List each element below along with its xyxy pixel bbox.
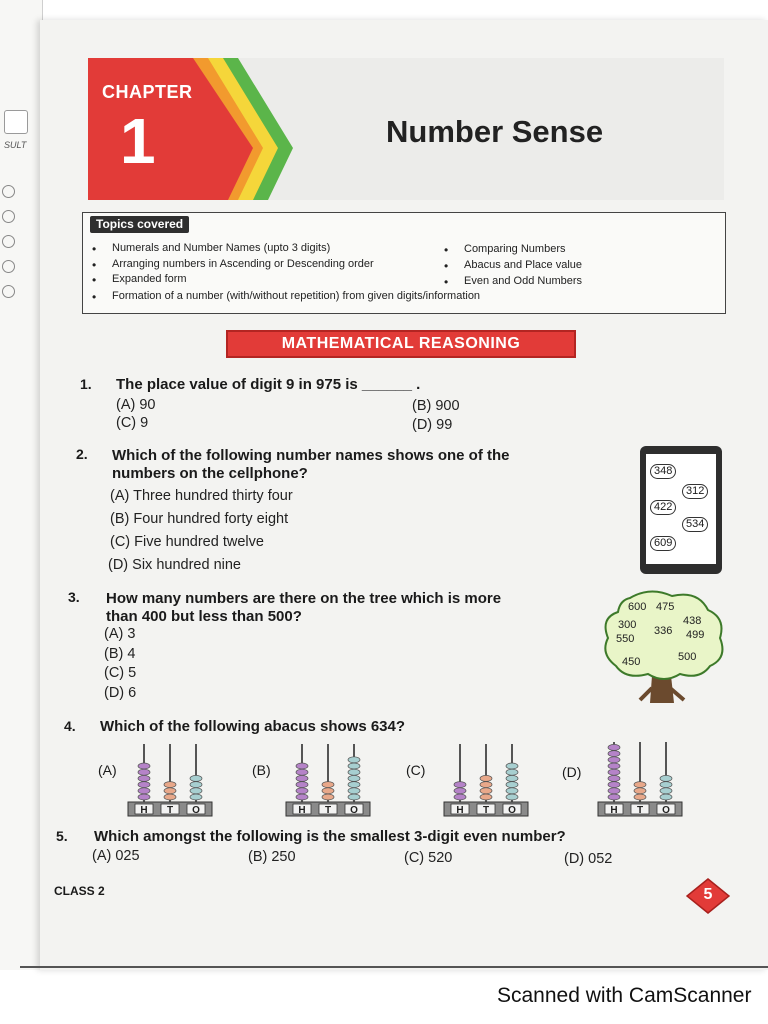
tree-number: 438 bbox=[683, 615, 702, 627]
abacus-bead bbox=[660, 775, 672, 781]
question-text: than 400 but less than 500? bbox=[106, 608, 302, 625]
abacus-rod-label: O bbox=[350, 805, 358, 816]
abacus-bead bbox=[608, 757, 620, 763]
abacus-bead bbox=[608, 794, 620, 800]
abacus-bead bbox=[506, 794, 518, 800]
abacus-bead bbox=[164, 794, 176, 800]
abacus-bead bbox=[660, 782, 672, 788]
option: (A) 025 bbox=[92, 848, 140, 864]
option: (D) 6 bbox=[104, 685, 137, 701]
topic-item: • Numerals and Number Names (upto 3 digits) bbox=[112, 242, 330, 254]
abacus-c bbox=[440, 738, 532, 820]
phone-number: 312 bbox=[682, 484, 708, 499]
page-number: 5 bbox=[703, 886, 713, 903]
question-number: 5. bbox=[56, 828, 68, 844]
abacus-bead bbox=[190, 775, 202, 781]
question-number: 1. bbox=[80, 376, 92, 392]
abacus-bead bbox=[164, 782, 176, 788]
abacus-rod-label: H bbox=[298, 805, 306, 816]
phone-number: 422 bbox=[650, 500, 676, 515]
option: (B) Four hundred forty eight bbox=[110, 511, 289, 527]
abacus-bead bbox=[322, 794, 334, 800]
phone-number: 348 bbox=[650, 464, 676, 479]
question-text: Which amongst the following is the smallest 3-digit even number? bbox=[94, 828, 566, 845]
option: (D) 052 bbox=[564, 851, 613, 867]
tree-number: 475 bbox=[656, 601, 675, 613]
question-text: Which of the following abacus shows 634? bbox=[100, 718, 406, 735]
page-edge-circle bbox=[2, 210, 15, 223]
abacus-bead bbox=[138, 788, 150, 794]
abacus-rod-label: H bbox=[610, 805, 618, 816]
abacus-rod-label: T bbox=[324, 805, 332, 816]
abacus-bead bbox=[296, 763, 308, 769]
abacus-bead bbox=[480, 788, 492, 794]
abacus-bead bbox=[608, 744, 620, 750]
option: (B) bbox=[252, 762, 271, 778]
abacus-bead bbox=[608, 782, 620, 788]
abacus-bead bbox=[480, 794, 492, 800]
abacus-bead bbox=[608, 763, 620, 769]
abacus-bead bbox=[480, 775, 492, 781]
abacus-bead bbox=[296, 788, 308, 794]
page-edge-tab bbox=[4, 110, 28, 134]
question-text: The place value of digit 9 in 975 is ______ . bbox=[116, 376, 421, 393]
abacus-bead bbox=[164, 788, 176, 794]
abacus-bead bbox=[634, 794, 646, 800]
option: (C) bbox=[406, 762, 426, 778]
topics-label: Topics covered bbox=[90, 216, 189, 233]
abacus-bead bbox=[348, 782, 360, 788]
abacus-bead bbox=[506, 775, 518, 781]
abacus-bead bbox=[348, 763, 360, 769]
abacus-rod-label: O bbox=[192, 805, 200, 816]
topic-item: • Even and Odd Numbers bbox=[464, 275, 582, 287]
abacus-bead bbox=[322, 782, 334, 788]
abacus-bead bbox=[190, 788, 202, 794]
abacus-bead bbox=[322, 788, 334, 794]
option: (A) 3 bbox=[104, 626, 136, 642]
option: (B) 250 bbox=[248, 849, 296, 865]
abacus-rod-label: O bbox=[662, 805, 670, 816]
tree-number: 499 bbox=[686, 629, 705, 641]
abacus-bead bbox=[608, 788, 620, 794]
abacus-bead bbox=[348, 769, 360, 775]
abacus-rod-label: T bbox=[636, 805, 644, 816]
option: (D) Six hundred nine bbox=[108, 557, 241, 573]
tree-number: 600 bbox=[628, 601, 647, 613]
abacus-bead bbox=[454, 794, 466, 800]
question-text: Which of the following number names shows one of the bbox=[112, 447, 510, 464]
page-bottom-edge bbox=[20, 966, 768, 968]
abacus-bead bbox=[138, 794, 150, 800]
abacus-bead bbox=[634, 782, 646, 788]
option: (C) 5 bbox=[104, 665, 137, 681]
abacus-bead bbox=[506, 788, 518, 794]
phone-number: 609 bbox=[650, 536, 676, 551]
previous-page-edge bbox=[0, 0, 43, 970]
option: (A) 90 bbox=[116, 397, 156, 413]
abacus-bead bbox=[138, 775, 150, 781]
abacus-bead bbox=[296, 775, 308, 781]
page-edge-circle bbox=[2, 260, 15, 273]
option: (C) 9 bbox=[116, 415, 149, 431]
section-banner: MATHEMATICAL REASONING bbox=[226, 330, 576, 358]
page-edge-circle bbox=[2, 235, 15, 248]
abacus-rod-label: O bbox=[508, 805, 516, 816]
tree-number: 550 bbox=[616, 633, 635, 645]
abacus-bead bbox=[348, 794, 360, 800]
abacus-d bbox=[594, 736, 686, 820]
scanner-watermark: Scanned with CamScanner bbox=[497, 984, 752, 1007]
abacus-bead bbox=[660, 794, 672, 800]
option: (B) 900 bbox=[412, 398, 460, 414]
abacus-a bbox=[124, 738, 216, 820]
abacus-bead bbox=[608, 775, 620, 781]
topic-item: • Formation of a number (with/without repetition) from given digits/information bbox=[112, 290, 480, 302]
question-number: 3. bbox=[68, 589, 80, 605]
abacus-bead bbox=[138, 769, 150, 775]
abacus-bead bbox=[608, 769, 620, 775]
abacus-bead bbox=[506, 763, 518, 769]
abacus-rod-label: T bbox=[166, 805, 174, 816]
abacus-b bbox=[282, 738, 374, 820]
abacus-bead bbox=[506, 782, 518, 788]
abacus-bead bbox=[454, 782, 466, 788]
abacus-bead bbox=[296, 794, 308, 800]
abacus-bead bbox=[480, 782, 492, 788]
abacus-bead bbox=[634, 788, 646, 794]
option: (A) bbox=[98, 762, 117, 778]
topic-item: • Comparing Numbers bbox=[464, 243, 565, 255]
abacus-bead bbox=[296, 769, 308, 775]
topic-item: • Arranging numbers in Ascending or Descending order bbox=[112, 258, 374, 270]
abacus-bead bbox=[138, 763, 150, 769]
page-edge-circle bbox=[2, 185, 15, 198]
tree-number: 336 bbox=[654, 625, 673, 637]
class-label: CLASS 2 bbox=[54, 884, 105, 898]
question-text: How many numbers are there on the tree which is more bbox=[106, 590, 502, 607]
option: (D) 99 bbox=[412, 417, 453, 433]
abacus-bead bbox=[348, 757, 360, 763]
question-number: 4. bbox=[64, 718, 76, 734]
abacus-bead bbox=[348, 788, 360, 794]
question-text: numbers on the cellphone? bbox=[112, 465, 308, 482]
abacus-rod-label: H bbox=[140, 805, 148, 816]
option: (C) 520 bbox=[404, 850, 453, 866]
abacus-bead bbox=[608, 751, 620, 757]
chapter-title: Number Sense bbox=[386, 114, 604, 149]
phone-number: 534 bbox=[682, 517, 708, 532]
abacus-bead bbox=[454, 788, 466, 794]
option: (D) bbox=[562, 764, 582, 780]
abacus-rod-label: T bbox=[482, 805, 490, 816]
abacus-rod-label: H bbox=[456, 805, 464, 816]
abacus-bead bbox=[190, 782, 202, 788]
question-number: 2. bbox=[76, 446, 88, 462]
tree-number: 500 bbox=[678, 651, 697, 663]
chapter-label: CHAPTER bbox=[102, 82, 193, 102]
page-edge-text: SULT bbox=[4, 140, 27, 150]
abacus-bead bbox=[138, 782, 150, 788]
abacus-bead bbox=[660, 788, 672, 794]
option: (A) Three hundred thirty four bbox=[110, 488, 293, 504]
abacus-bead bbox=[348, 775, 360, 781]
topic-item: • Expanded form bbox=[112, 273, 187, 285]
tree-number: 450 bbox=[622, 656, 641, 668]
option: (C) Five hundred twelve bbox=[110, 534, 264, 550]
page-edge-circle bbox=[2, 285, 15, 298]
abacus-bead bbox=[190, 794, 202, 800]
tree-number: 300 bbox=[618, 619, 637, 631]
topic-item: • Abacus and Place value bbox=[464, 259, 582, 271]
chapter-number: 1 bbox=[120, 105, 156, 177]
abacus-bead bbox=[506, 769, 518, 775]
abacus-bead bbox=[296, 782, 308, 788]
option: (B) 4 bbox=[104, 646, 136, 662]
